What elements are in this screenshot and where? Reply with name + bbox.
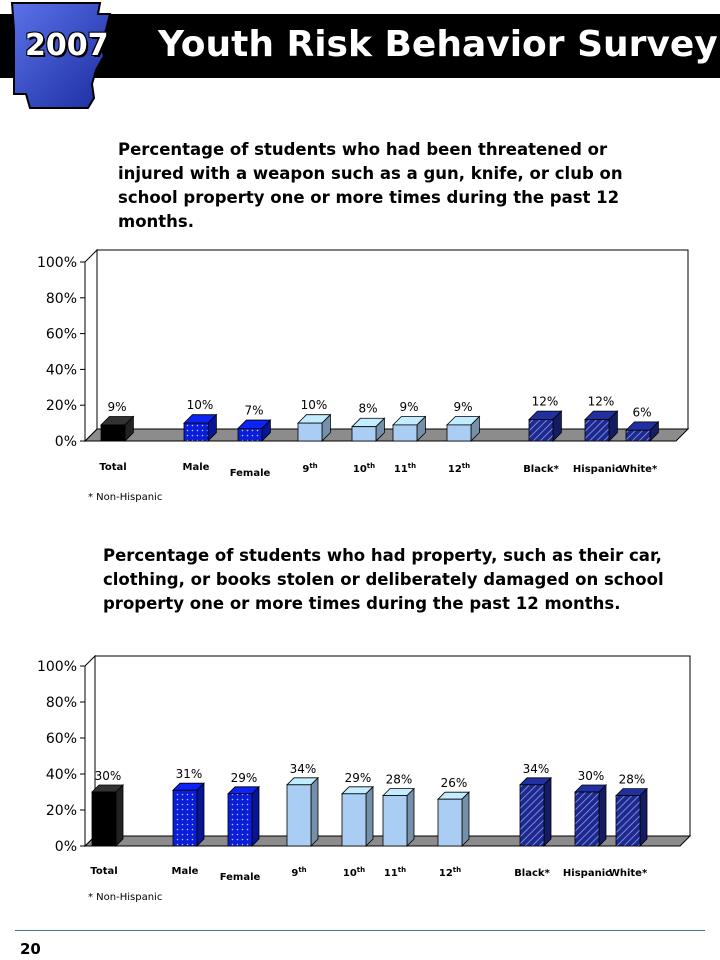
bar-female <box>228 787 259 846</box>
category-label: White* <box>608 868 648 879</box>
bar-11th <box>393 416 425 441</box>
bar-11th <box>383 789 414 846</box>
bar-front <box>184 423 208 441</box>
footer-rule <box>15 930 705 931</box>
data-label: 30% <box>94 769 122 783</box>
bar-side <box>252 787 259 846</box>
bar-front <box>101 425 125 441</box>
bar-front <box>287 785 311 846</box>
data-label: 28% <box>618 772 646 787</box>
bar-hispanic <box>575 785 606 846</box>
bar-white <box>616 789 647 846</box>
bar-female <box>238 420 270 441</box>
category-label: 9th <box>291 866 307 879</box>
category-label: Total <box>99 462 127 473</box>
category-label: 12th <box>438 866 462 879</box>
data-label: 7% <box>244 403 264 418</box>
category-label: Male <box>182 462 210 473</box>
bar-male <box>173 783 204 846</box>
category-label: Hispanic <box>562 868 612 879</box>
bar-total <box>92 785 123 846</box>
data-label: 10% <box>300 398 328 413</box>
y-tick-label: 60% <box>45 326 77 343</box>
category-label: 11th <box>393 462 417 475</box>
bar-front <box>529 420 553 441</box>
y-tick-label: 20% <box>45 398 77 415</box>
y-tick-label: 0% <box>54 839 77 855</box>
page-number: 20 <box>20 940 41 958</box>
chart-1-title: Percentage of students who had been threatened or injured with a weapon such as a gun, knife, or club on school property one or more times during the past 12 months. <box>118 140 623 231</box>
bar-front <box>173 790 197 846</box>
data-label: 26% <box>440 776 468 791</box>
bar-male <box>184 415 216 441</box>
category-label: 10th <box>352 462 376 475</box>
category-label: Female <box>229 468 271 479</box>
y-tick-label: 100% <box>36 659 77 675</box>
category-label: Female <box>219 872 261 883</box>
y-tick-label: 40% <box>45 362 77 379</box>
bar-front <box>585 420 609 441</box>
category-label: White* <box>618 464 658 475</box>
data-label: 9% <box>399 399 419 414</box>
data-label: 8% <box>358 401 378 416</box>
plot-left-wall <box>85 250 97 441</box>
bar-side <box>197 783 204 846</box>
y-tick-label: 80% <box>45 695 77 711</box>
data-label: 34% <box>289 761 317 776</box>
y-tick-label: 60% <box>45 731 77 747</box>
data-label: 28% <box>385 772 413 787</box>
data-label: 12% <box>531 394 559 409</box>
data-label: 31% <box>175 767 203 782</box>
category-label: Total <box>90 866 118 877</box>
bar-front <box>228 794 252 846</box>
bar-front <box>520 785 544 846</box>
bar-9th <box>298 415 330 441</box>
bar-side <box>462 792 469 846</box>
category-label: Male <box>171 866 199 877</box>
category-label: 11th <box>383 866 407 879</box>
bar-side <box>599 785 606 846</box>
bar-front <box>393 425 417 441</box>
category-label: 10th <box>342 866 366 879</box>
bar-9th <box>287 778 318 846</box>
bar-side <box>116 785 123 846</box>
category-label: Hispanic <box>572 464 622 475</box>
footnote: * Non-Hispanic <box>88 892 163 903</box>
data-label: 9% <box>107 399 127 414</box>
y-tick-label: 40% <box>45 767 77 783</box>
data-label: 10% <box>186 398 214 413</box>
data-label: 29% <box>230 770 258 785</box>
bar-front <box>352 427 376 441</box>
page-title: Youth Risk Behavior Survey <box>158 24 718 65</box>
bar-black <box>520 778 551 846</box>
bar-front <box>616 796 640 846</box>
bar-front <box>438 799 462 846</box>
bar-side <box>366 787 373 846</box>
bar-front <box>447 425 471 441</box>
chart-2 <box>0 642 720 912</box>
category-label: Black* <box>523 464 559 475</box>
bar-front <box>383 796 407 846</box>
bar-side <box>407 789 414 846</box>
y-tick-label: 20% <box>45 803 77 819</box>
bar-12th <box>438 792 469 846</box>
bar-front <box>298 423 322 441</box>
data-label: 34% <box>522 761 550 776</box>
bar-black <box>529 411 561 441</box>
category-label: 12th <box>447 462 471 475</box>
chart-2-title: Percentage of students who had property, such as their car, clothing, or books stolen or deliberately damaged on school property one or more times during the past 12 months. <box>103 546 664 613</box>
footnote: * Non-Hispanic <box>88 492 163 503</box>
bar-10th <box>352 418 384 441</box>
y-tick-label: 100% <box>36 255 77 271</box>
category-label: Black* <box>514 868 550 879</box>
year-badge: 2007 <box>25 28 109 63</box>
data-label: 12% <box>587 394 615 409</box>
data-label: 29% <box>344 770 372 785</box>
bar-side <box>640 789 647 846</box>
chart-1 <box>0 238 720 518</box>
data-label: 6% <box>632 405 652 420</box>
category-label: 9th <box>302 462 318 475</box>
bar-10th <box>342 787 373 846</box>
bar-side <box>311 778 318 846</box>
bar-front <box>92 792 116 846</box>
data-label: 9% <box>453 399 473 414</box>
bar-12th <box>447 416 479 441</box>
bar-front <box>342 794 366 846</box>
y-tick-label: 0% <box>54 434 77 450</box>
bar-front <box>626 430 650 441</box>
bar-front <box>238 428 262 441</box>
bar-hispanic <box>585 411 617 441</box>
y-tick-label: 80% <box>45 290 77 307</box>
data-label: 30% <box>577 769 605 783</box>
bar-side <box>544 778 551 846</box>
bar-front <box>575 792 599 846</box>
bar-total <box>101 416 133 441</box>
